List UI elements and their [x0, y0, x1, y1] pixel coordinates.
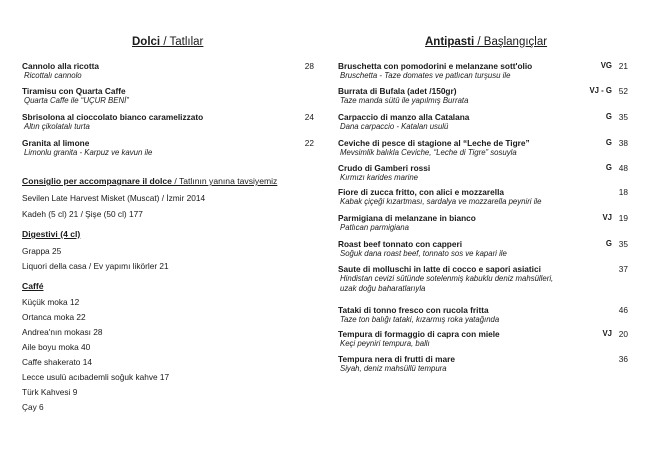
item-price: 22: [304, 138, 314, 148]
list-item: Liquori della casa / Ev yapımı likörler 21: [22, 261, 169, 271]
digestivi-title: Digestivi: [22, 229, 58, 239]
list-item: Türk Kahvesi 9: [22, 387, 78, 397]
item-description: Keçi peyniri tempura, ballı: [340, 339, 430, 348]
list-item: Ortanca moka 22: [22, 312, 86, 322]
item-price: 20: [618, 329, 628, 339]
diet-tag: VJ - G: [589, 86, 612, 95]
menu-item: [338, 138, 628, 158]
item-price: 21: [618, 61, 628, 71]
item-price: 19: [618, 213, 628, 223]
item-name: Bruschetta con pomodorini e melanzane sott'olio: [338, 61, 533, 71]
menu-item: [338, 187, 628, 207]
item-name: Tiramisu con Quarta Caffe: [22, 86, 126, 96]
menu-item: [22, 61, 314, 81]
item-name: Fiore di zucca fritto, con alici e mozzarella: [338, 187, 504, 197]
item-name: Crudo di Gamberi rossi: [338, 163, 431, 173]
diet-tag: VJ: [602, 329, 612, 338]
item-price: 46: [618, 305, 628, 315]
list-item: Grappa 25: [22, 246, 62, 256]
item-price: 36: [618, 354, 628, 364]
item-description-line-2: uzak doğu baharatlarıyla: [340, 284, 426, 293]
digestivi-heading: [22, 229, 80, 239]
item-name: Parmigiana di melanzane in bianco: [338, 213, 476, 223]
caffe-title: Caffé: [22, 281, 44, 291]
item-description: Dana carpaccio - Katalan usulü: [340, 122, 449, 131]
antipasti-title: Antipasti: [425, 36, 475, 48]
antipasti-heading: [425, 36, 547, 48]
item-description: Quarta Caffe ile “UÇUR BENİ”: [24, 96, 129, 105]
menu-item: [338, 163, 628, 183]
item-price: 28: [304, 61, 314, 71]
item-description: Altın çikolatalı turta: [24, 122, 90, 131]
item-price: 37: [618, 264, 628, 274]
item-price: 38: [618, 138, 628, 148]
item-description: Hindistan cevizi sütünde sotelenmiş kabuklu deniz mahsülleri,: [340, 274, 554, 283]
menu-item: [338, 86, 628, 106]
item-name: Cannolo alla ricotta: [22, 61, 99, 71]
item-name: Tempura nera di frutti di mare: [338, 354, 455, 364]
list-item: Lecce usulü acıbademli soğuk kahve 17: [22, 372, 170, 382]
list-item: Andrea'nın mokası 28: [22, 327, 103, 337]
item-price: 52: [618, 86, 628, 96]
menu-item: [338, 239, 628, 259]
item-name: Tempura di formaggio di capra con miele: [338, 329, 500, 339]
item-name: Saute di molluschi in latte di cocco e sapori asiatici: [338, 264, 541, 274]
diet-tag: G: [605, 138, 612, 147]
list-item: Küçük moka 12: [22, 297, 80, 307]
item-description: Ricottalı cannolo: [24, 71, 82, 80]
item-price: 35: [618, 112, 628, 122]
consiglio-heading: [22, 176, 277, 186]
dolci-heading: [132, 36, 203, 48]
dessert-wine-prices: Kadeh (5 cl) 21 / Şişe (50 cl) 177: [22, 209, 143, 219]
menu-item: [338, 305, 628, 325]
antipasti-subtitle: / Başlangıçlar: [474, 36, 548, 48]
menu-item: [338, 354, 628, 374]
consiglio-title: Consiglio per accompagnare il dolce: [22, 176, 172, 186]
item-description: Bruschetta - Taze domates ve patlıcan turşusu ile: [340, 71, 511, 80]
item-price: 35: [618, 239, 628, 249]
item-name: Ceviche di pesce di stagione al “Leche de Tigre”: [338, 138, 530, 148]
menu-item: [338, 264, 628, 294]
item-name: Granita al limone: [22, 138, 90, 148]
item-name: Roast beef tonnato con capperi: [338, 239, 463, 249]
item-description: Mevsimlik balıkla Ceviche, “Leche di Tigre” sosuyla: [340, 148, 517, 157]
item-description: Patlıcan parmigiana: [340, 223, 409, 232]
diet-tag: VG: [600, 61, 612, 70]
list-item: Caffe shakerato 14: [22, 357, 92, 367]
menu-item: [338, 112, 628, 132]
menu-item: [338, 329, 628, 349]
diet-tag: G: [605, 112, 612, 121]
item-price: 48: [618, 163, 628, 173]
consiglio-subtitle: / Tatlının yanına tavsiyemiz: [171, 176, 278, 186]
item-name: Tataki di tonno fresco con rucola fritta: [338, 305, 489, 315]
dessert-wine: Sevilen Late Harvest Misket (Muscat) / İzmir 2014: [22, 193, 206, 203]
dolci-subtitle: / Tatlılar: [160, 36, 204, 48]
item-description: Kabak çiçeği kızartması, sardalya ve mozzarella peyniri ile: [340, 197, 542, 206]
item-description: Soğuk dana roast beef, tonnato sos ve kapari ile: [340, 249, 507, 258]
item-price: 18: [618, 187, 628, 197]
caffe-heading: [22, 281, 44, 291]
dolci-title: Dolci: [132, 36, 161, 48]
menu-item: [338, 61, 628, 81]
menu-item: [22, 138, 314, 158]
diet-tag: VJ: [602, 213, 612, 222]
item-description: Taze manda sütü ile yapılmış Burrata: [340, 96, 469, 105]
list-item: Çay 6: [22, 402, 44, 412]
item-name: Burrata di Bufala (adet /150gr): [338, 86, 457, 96]
diet-tag: G: [605, 239, 612, 248]
digestivi-subtitle: (4 cl): [57, 229, 81, 239]
menu-item: [338, 213, 628, 233]
menu-item: [22, 86, 314, 106]
item-description: Limonlu granita - Karpuz ve kavun ile: [24, 148, 153, 157]
menu-item: [22, 112, 314, 132]
item-description: Taze ton balığı tataki, kızarmış roka yatağında: [340, 315, 500, 324]
diet-tag: G: [605, 163, 612, 172]
item-name: Sbrisolona al cioccolato bianco caramelizzato: [22, 112, 204, 122]
item-description: Siyah, deniz mahsüllü tempura: [340, 364, 447, 373]
list-item: Aile boyu moka 40: [22, 342, 91, 352]
item-price: 24: [304, 112, 314, 122]
item-description: Kırmızı karides marine: [340, 173, 418, 182]
item-name: Carpaccio di manzo alla Catalana: [338, 112, 470, 122]
